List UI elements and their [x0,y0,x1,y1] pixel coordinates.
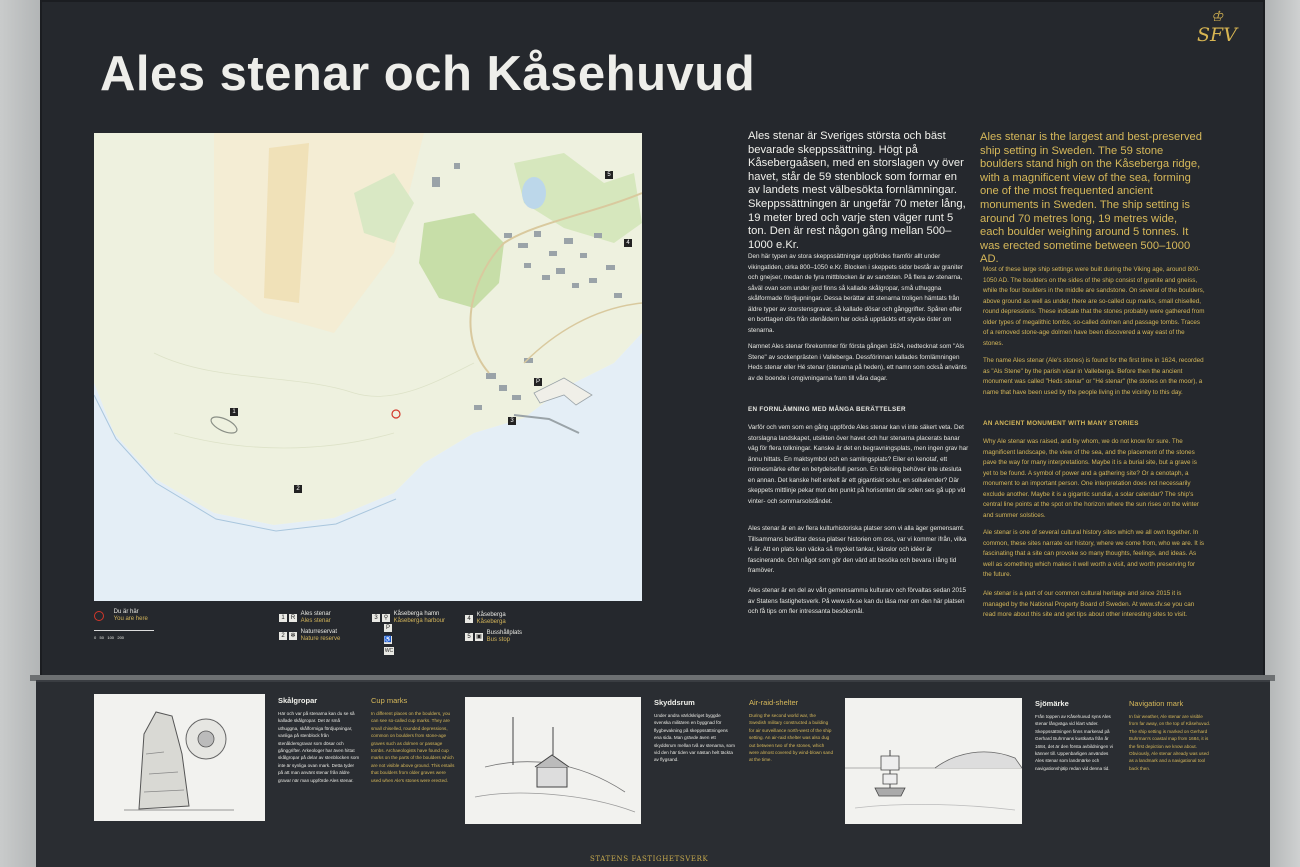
swedish-paragraph-4: Ales stenar är en av flera kulturhistoriska platser som vi alla äger gemensamt. Tillsammans berättar dessa platser historien om oss, var vi kommer ifrån, vilka vi är. Att en plats kan väcka så mycket tankar, känslor och idéer är fascinerande. Och något som gör den värd att besöka och bevara i lång tid framöver. [748,525,967,574]
swedish-paragraph-1: Den här typen av stora skeppssättningar uppfördes framför allt under vikingatiden, cirka 800–1050 e.Kr. Blocken i skeppets sidor består av graniter och gnejser, medan de fyra mittblocken är av sandsten. På flera av stenarna, såväl ovan som under jord finns så kallade skålgropar, små uthuggna skålformade fördjupningar. Dessa berättar att stenarna troligen hämtats från äldre typer av storstensgravar, så kallade dösar och gånggrifter. Spåren efter en borttagen dös från stenåldern har också upptäckts ett stycke öster om stenarna. [748,253,963,334]
map-marker-parking: P [535,379,540,385]
legend-item-1 [279,611,331,625]
english-paragraph-4: Ale stenar is one of several cultural history sites which we all own together. In common, these sites narrate our history, where we come from, who we are. It is fascinating that a site can provoke so many thoughts, feelings, and ideas. As well as something which makes it well worth a visit, and worth preserving for the future. [983,529,1205,578]
legend-extra-icons [384,624,396,655]
legend-item-3-en: Kåseberga harbour [393,618,446,624]
map-scale-labels: 0 50 100 200 [94,635,125,640]
panel-3-text-sv: Från toppen av Kåsehuvud syns Ales stenar långväga vid klart väder. Skeppssättningen finns markerad på Gerhard Buhrmans kustkarta från år 1684, det är den första avbildningen vi känner till. Uppenbarligen användes Ales stenar som landmärke och navigationshjälp redan vid denna tid. [1035,714,1113,771]
legend-number-3: 3 [372,614,380,622]
crown-icon: ♔ [1210,9,1224,25]
wc-icon: WC [384,647,394,654]
legend-number-4: 4 [465,615,473,623]
legend-item-2 [279,629,340,643]
restaurant-icon: ⚲ [383,615,389,621]
panel-2-title-sv: Skyddsrum [654,698,695,707]
swedish-paragraph-5: Ales stenar är en del av vårt gemensamma kulturarv och förvaltas sedan 2015 av Statens fastighetsverk. På www.sfv.se kan du läsa mer om den här platsen och få tips om fler intressanta besöksmål. [748,587,967,615]
sfv-logo [1196,10,1238,46]
you-are-here-icon [94,611,104,621]
sign-title: Ales stenar och Kåsehuvud [100,47,756,101]
legend-item-1-en: Ales stenar [300,618,331,624]
panel-1-title-sv: Skålgropar [278,696,318,705]
nature-icon: ✻ [290,633,296,639]
bus-icon: ▣ [476,634,482,640]
swedish-heading: EN FORNLÄMNING MED MÅNGA BERÄTTELSER [748,406,906,413]
panel-1-text-sv: Här och var på stenarna kan du se så kallade skålgropar. Det är små uthuggna, skålformiga fördjupningar, vanliga på stenblock från stenåldersgravar som dösar och gånggrifter. Arkeologer har även hittat skålgropar på delar av stenblocken som inte är synliga ovan mark. Detta tyder på att man använt stenar från äldre gravar när man uppförde Ales stenar. [278,711,360,783]
site-map [94,133,642,601]
map-illustration [94,133,642,601]
legend-item-2-en: Nature reserve [300,636,341,642]
footer-organisation: STATENS FASTIGHETSVERK [590,855,709,863]
air-raid-shelter-illustration [465,697,641,824]
panel-1-text-en: In different places on the boulders, you can see so-called cup marks. They are small chiselled, rounded depressions, common on boulders from stone-age graves such as dolmen or passage tombs. Archaeologists have found cup marks on the parts of the boulders which are not visible above ground. This entails that boulders from older graves were used when Ale's stones were erected. [371,711,455,783]
map-marker-2: 2 [294,485,302,493]
rune-icon: R [290,615,296,621]
legend-item-2-sv: Naturreservat [300,629,338,635]
legend-item-5-sv: Busshållplats [486,630,523,636]
legend-item-3 [372,611,445,625]
map-marker-3: 3 [508,417,516,425]
intro-english: Ales stenar is the largest and best-preserved ship setting in Sweden. The 59 stone boulders stand high on the Kåseberga ridge, with a magnificent view of the sea, forming one of the most frequented ancient monuments in Sweden. The ship setting is around 70 metres long, 19 metres wide, each boulder weighing around 5 tonnes. It was erected sometime between 500–1000 AD. [980,131,1203,266]
panel-3-title-sv: Sjömärke [1035,699,1069,708]
english-heading: AN ANCIENT MONUMENT WITH MANY STORIES [983,420,1139,427]
english-paragraph-2: The name Ales stenar (Ale's stones) is found for the first time in 1624, recorded as "Als Stene" by the parish vicar in Valleberga. Before then the ancient monument was called "Heds stenar" or "Hé stenar" (the stones on the moor), a name that have been used by the people living in the vicinity to this day. [983,357,1204,396]
legend-number-5: 5 [465,633,473,641]
panel-3-text-en: In fair weather, Ale stenar are visible from far away, on the top of Kåsehuvud. The ship setting is marked on Gerhard Buhrman's coastal map from 1684, it is the first depiction we know about. Obviously, Ale stenar already was used as a landmark and a navigational tool back then. [1129,714,1211,771]
map-marker-5: 5 [605,171,613,179]
panel-2-title-en: Air-raid-shelter [749,698,799,707]
intro-swedish: Ales stenar är Sveriges största och bäst bevarade skeppssättning. Högt på Kåsebergaåsen, med en storslagen vy över havet, står de 59 stenblock som formar en av landets mest välbesökta fornlämningar. Skeppssättningen är ungefär 70 meter lång, 19 meter bred och varje sten väger runt 5 ton. Den är rest någon gång mellan 500–1000 e.Kr. [748,130,966,251]
legend-item-4 [465,612,506,626]
map-marker-1: 1 [230,408,238,416]
legend-you-are-here-sv: Du är här [113,609,139,615]
ship-navigation-illustration [845,698,1022,824]
legend-number-1: 1 [279,614,287,622]
standing-stone-illustration [94,694,265,821]
legend-item-4-sv: Kåseberga [476,612,506,618]
legend-you-are-here-en: You are here [113,616,148,622]
panel-3-title-en: Navigation mark [1129,699,1184,708]
parking-icon: P [385,625,390,631]
panel-1-title-en: Cup marks [371,696,408,705]
panel-2-text-en: During the second world war, the Swedish military constructed a building for air surveillance north-west of the ship setting. An air-raid shelter was also dug out between two of the stones, which were almost covered by wind-blown sand at the time. [749,713,834,763]
legend-item-1-sv: Ales stenar [300,611,331,617]
logo-text: SFV [1197,24,1237,46]
legend-item-5-en: Bus stop [486,637,511,643]
legend-item-4-en: Kåseberga [476,619,506,625]
legend-you-are-here [94,609,148,623]
legend-item-3-sv: Kåseberga hamn [393,611,440,617]
panel-2-text-sv: Under andra världskriget byggde svenska militären en byggnad för flygbevakning på skeppssättningens ena sida. Man grävde även ett skyddsrum mellan två av stenarna, som vid den här tiden var nästan helt täckta av flygsand. [654,713,735,763]
legend-item-5 [465,630,522,644]
legend-number-2: 2 [279,632,287,640]
english-paragraph-3: Why Ale stenar was raised, and by whom, we do not know for sure. The magnificent landscape, the view of the sea, and the placement of the stones pave the way for many interpretations. Maybe it is a burial site, but a grave is yet to be found. A symbol of power and a gathering site? Or a cenotaph, a monument to an important person. One interpretation does not necessarily exclude another. Maybe it is a gigantic sundial, a solar calendar? The ship's central line points at the spot on the horizon where the sun rises on the winter and summer solstices. [983,438,1199,519]
map-marker-4: 4 [624,239,632,247]
swedish-paragraph-3: Varför och vem som en gång uppförde Ales stenar kan vi inte säkert veta. Det storslagna landskapet, utsikten över havet och hur stenarna placerats banar väg för flera tolkningar. Kanske är det en begravningsplats, men ingen grav har ännu hittats. En maktsymbol och en samlingsplats? Eller en kenotaf, ett minnesmärke efter en betydelsefull person. En tolkning behöver inte utesluta en annan. Det kanske helt enkelt är ett gigantiskt solur, en solkalender? Där skeppets mittlinje pekar mot den punkt på horisonten där solen ses gå upp vid vinter- och sommarsolståndet. [748,424,969,505]
english-paragraph-5: Ale stenar is a part of our common cultural heritage and since 2015 it is managed by the National Property Board of Sweden. At www.sfv.se you can read more about this site and get tips about other interesting sites to visit. [983,590,1195,618]
english-paragraph-1: Most of these large ship settings were built during the Viking age, around 800-1050 AD. The boulders on the sides of the ship consist of granite and gneiss, while the four boulders in the middle are sandstone. On several of the boulders, above ground as well as under, there are so-called cup marks, small chiselled, round depressions. These indicate that the stones probably were gathered from older types of megalithic tombs, so-called dolmen and passage tombs. Traces of a removed stone-age dolmen have been discovered a way east of the stones. [983,266,1205,347]
swedish-paragraph-2: Namnet Ales stenar förekommer för första gången 1624, nedtecknat som "Als Stene" av sockenprästen i Valleberga. Dessförinnan kallades fornlämningen Heds stenar eller Hé stenar (stenarna på heden), ett namn som också använts av de boende i omgivningarna fram till våra dagar. [748,343,967,382]
accessibility-icon: ♿ [384,636,392,643]
